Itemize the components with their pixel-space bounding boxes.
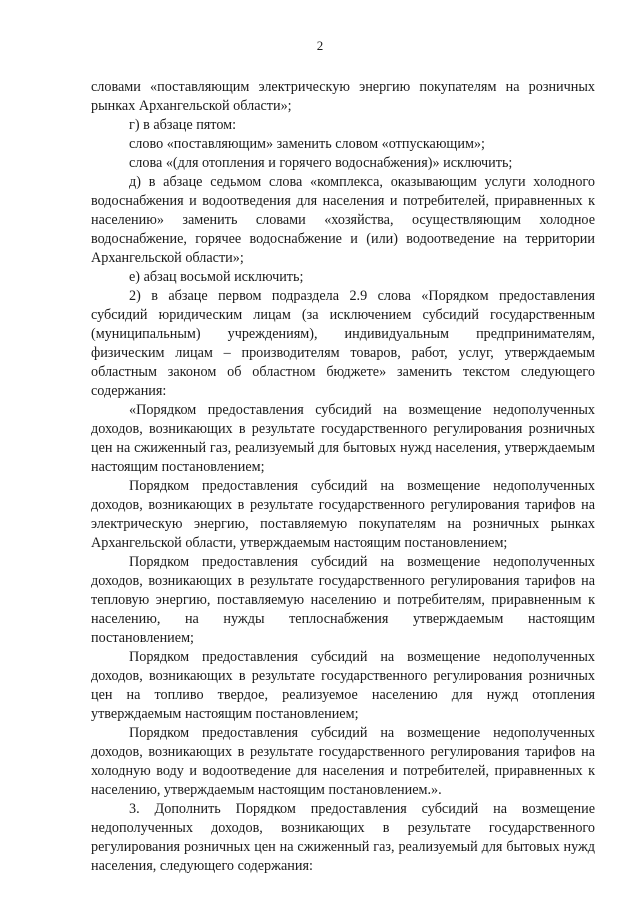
- paragraph-item-e: е) абзац восьмой исключить;: [129, 269, 304, 285]
- paragraph-order-electricity: Порядком предоставления субсидий на возмещение недополученных доходов, возникающих в результате государственного регулирования тарифов на электрическую энергию, поставляемую покупателям на розничных рынках Архангельской области, утверждаемым настоящим постановлением;: [91, 478, 595, 551]
- paragraph-order-gas: «Порядком предоставления субсидий на возмещение недополученных доходов, возникающих в результате государственного регулирования розничных цен на сжиженный газ, реализуемый для бытовых нужд населения, утверждаемым настоящим постановлением;: [91, 402, 595, 475]
- paragraph-exclude-words: слова «(для отопления и горячего водоснабжения)» исключить;: [129, 155, 513, 171]
- paragraph-item-2: 2) в абзаце первом подраздела 2.9 слова «Порядком предоставления субсидий юридическим лицам (за исключением субсидий государственным (муниципальным) учреждениям), индивидуальным предпринимателям, физическим лицам – производителям товаров, работ, услуг, утверждаемым областным законом об областном бюджете» заменить текстом следующего содержания:: [91, 288, 595, 399]
- paragraph-replace-word: слово «поставляющим» заменить словом «отпускающим»;: [129, 136, 485, 152]
- paragraph-item-3: 3. Дополнить Порядком предоставления субсидий на возмещение недополученных доходов, возникающих в результате государственного регулирования розничных цен на сжиженный газ, реализуемый для бытовых нужд населения, следующего содержания:: [91, 801, 595, 874]
- document-body: [91, 78, 595, 876]
- paragraph-order-solid-fuel: Порядком предоставления субсидий на возмещение недополученных доходов, возникающих в результате государственного регулирования розничных цен на топливо твердое, реализуемое населению для нужд отопления утверждаемым настоящим постановлением;: [91, 649, 595, 722]
- paragraph-item-d: д) в абзаце седьмом слова «комплекса, оказывающим услуги холодного водоснабжения и водоотведения для населения и потребителей, приравненных к населению» заменить словами «хозяйства, осуществляющим холодное водоснабжение, горячее водоснабжение и (или) водоотведение на территории Архангельской области»;: [91, 174, 595, 266]
- page-number: 2: [316, 38, 324, 53]
- paragraph-order-heat: Порядком предоставления субсидий на возмещение недополученных доходов, возникающих в результате государственного регулирования тарифов на тепловую энергию, поставляемую населению и потребителям, приравненным к населению, на нужды теплоснабжения утверждаемым настоящим постановлением;: [91, 554, 595, 646]
- paragraph-order-water: Порядком предоставления субсидий на возмещение недополученных доходов, возникающих в результате государственного регулирования тарифов на холодную воду и водоотведение для населения и потребителей, приравненных к населению, утверждаемым настоящим постановлением.».: [91, 725, 595, 798]
- paragraph-item-g: г) в абзаце пятом:: [129, 117, 237, 133]
- paragraph-continuation: словами «поставляющим электрическую энергию покупателям на розничных рынках Архангельской области»;: [91, 79, 595, 114]
